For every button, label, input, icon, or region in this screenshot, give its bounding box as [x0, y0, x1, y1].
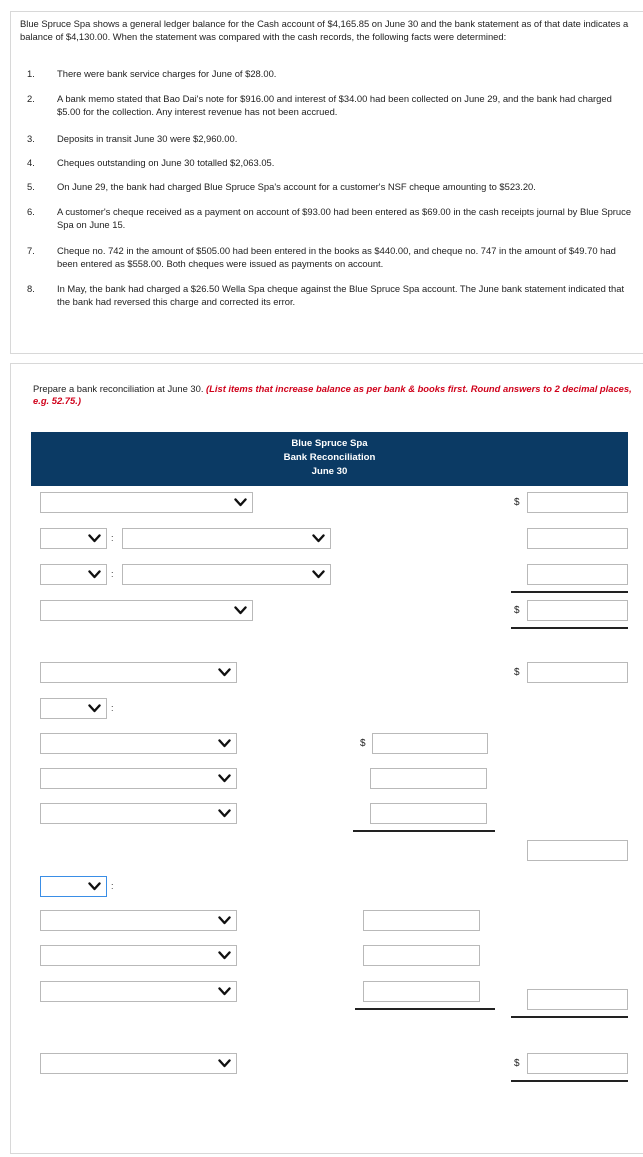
book-less-total-input[interactable]: [527, 989, 628, 1010]
chevron-down-icon: [234, 497, 247, 508]
book-add-item-1-amount-input[interactable]: [372, 733, 488, 754]
book-less-item-1-select[interactable]: [40, 910, 237, 931]
fact-number: 1.: [27, 68, 35, 79]
fact-number: 8.: [27, 283, 35, 294]
bank-adjustment-1-select[interactable]: [122, 528, 331, 549]
chevron-down-icon: [88, 533, 101, 544]
total-rule: [511, 1080, 628, 1082]
total-rule: [511, 1016, 628, 1018]
instructions-note: (List items that increase balance as per bank & books first. Round answers to 2 decimal places, e.g. 52.75.): [33, 383, 632, 406]
bank-adjustment-1-amount-input[interactable]: [527, 528, 628, 549]
statement-date: June 30: [311, 466, 348, 477]
colon-separator: :: [111, 703, 114, 713]
fact-text: Cheques outstanding on June 30 totalled $2,063.05.: [57, 157, 275, 168]
chevron-down-icon: [218, 773, 231, 784]
total-rule: [355, 1008, 495, 1010]
bank-add-less-select[interactable]: [40, 528, 107, 549]
total-rule: [353, 830, 495, 832]
problem-intro: Blue Spruce Spa shows a general ledger balance for the Cash account of $4,165.85 on June 30 and the bank statement as of that date indicates a balance of $4,130.00. When the statement was compared with the cash records, the following facts were determined:: [20, 18, 629, 42]
chevron-down-icon: [234, 605, 247, 616]
bank-balance-label-select[interactable]: [40, 492, 253, 513]
fact-text: A customer's cheque received as a payment on account of $93.00 had been entered as $69.00 in the cash receipts journal by Blue Spruce Spa on June 15.: [57, 206, 632, 230]
colon-separator: :: [111, 569, 114, 579]
fact-text: Deposits in transit June 30 were $2,960.00.: [57, 133, 238, 144]
book-balance-label-select[interactable]: [40, 662, 237, 683]
book-add-item-3-select[interactable]: [40, 803, 237, 824]
chevron-down-icon: [218, 915, 231, 926]
fact-text: There were bank service charges for June of $28.00.: [57, 68, 277, 79]
book-add-item-2-select[interactable]: [40, 768, 237, 789]
fact-number: 2.: [27, 93, 35, 104]
total-rule: [511, 627, 628, 629]
chevron-down-icon: [218, 808, 231, 819]
adjusted-book-balance-label-select[interactable]: [40, 1053, 237, 1074]
book-balance-amount-input[interactable]: [527, 662, 628, 683]
dollar-sign: $: [514, 497, 520, 508]
book-less-item-3-amount-input[interactable]: [363, 981, 480, 1002]
dollar-sign: $: [514, 667, 520, 678]
book-less-select[interactable]: [40, 876, 107, 897]
adjusted-book-balance-input[interactable]: [527, 1053, 628, 1074]
dollar-sign: $: [514, 605, 520, 616]
instructions-text: Prepare a bank reconciliation at June 30.: [33, 383, 207, 394]
reconciliation-header: [31, 432, 628, 486]
book-less-item-1-amount-input[interactable]: [363, 910, 480, 931]
colon-separator: :: [111, 533, 114, 543]
book-less-item-2-amount-input[interactable]: [363, 945, 480, 966]
chevron-down-icon: [218, 986, 231, 997]
fact-text: A bank memo stated that Bao Dai's note for $916.00 and interest of $34.00 had been collected on June 29, and the bank had charged $5.00 for the collection. Any interest revenue has not been accrued.: [57, 93, 612, 117]
book-add-select[interactable]: [40, 698, 107, 719]
company-name: Blue Spruce Spa: [291, 438, 368, 449]
bank-adjustment-2-amount-input[interactable]: [527, 564, 628, 585]
book-add-item-2-amount-input[interactable]: [370, 768, 487, 789]
chevron-down-icon: [88, 569, 101, 580]
chevron-down-icon: [218, 1058, 231, 1069]
book-add-item-3-amount-input[interactable]: [370, 803, 487, 824]
bank-adjustment-2-select[interactable]: [122, 564, 331, 585]
chevron-down-icon: [312, 533, 325, 544]
chevron-down-icon: [88, 703, 101, 714]
instructions: [33, 383, 633, 407]
fact-text: In May, the bank had charged a $26.50 Wella Spa cheque against the Blue Spruce Spa account. The June bank statement indicated that the bank had reversed this charge and corrected its error.: [57, 283, 625, 307]
fact-number: 5.: [27, 181, 35, 192]
chevron-down-icon: [312, 569, 325, 580]
adjusted-bank-balance-label-select[interactable]: [40, 600, 253, 621]
dollar-sign: $: [360, 738, 366, 749]
fact-number: 6.: [27, 206, 35, 217]
fact-text: On June 29, the bank had charged Blue Spruce Spa's account for a customer's NSF cheque amounting to $523.20.: [57, 181, 536, 192]
fact-number: 4.: [27, 157, 35, 168]
statement-title: Bank Reconciliation: [283, 452, 376, 463]
adjusted-bank-balance-input[interactable]: [527, 600, 628, 621]
bank-add-less-select-2[interactable]: [40, 564, 107, 585]
chevron-down-icon: [218, 950, 231, 961]
chevron-down-icon: [88, 881, 101, 892]
total-rule: [511, 591, 628, 593]
book-less-item-3-select[interactable]: [40, 981, 237, 1002]
fact-text: Cheque no. 742 in the amount of $505.00 had been entered in the books as $440.00, and cheque no. 747 in the amount of $49.70 had been entered as $558.00. Both cheques were issued as payments on account.: [57, 245, 616, 269]
dollar-sign: $: [514, 1058, 520, 1069]
bank-balance-amount-input[interactable]: [527, 492, 628, 513]
fact-number: 7.: [27, 245, 35, 256]
chevron-down-icon: [218, 667, 231, 678]
book-add-total-input[interactable]: [527, 840, 628, 861]
chevron-down-icon: [218, 738, 231, 749]
book-less-item-2-select[interactable]: [40, 945, 237, 966]
colon-separator: :: [111, 881, 114, 891]
fact-number: 3.: [27, 133, 35, 144]
book-add-item-1-select[interactable]: [40, 733, 237, 754]
